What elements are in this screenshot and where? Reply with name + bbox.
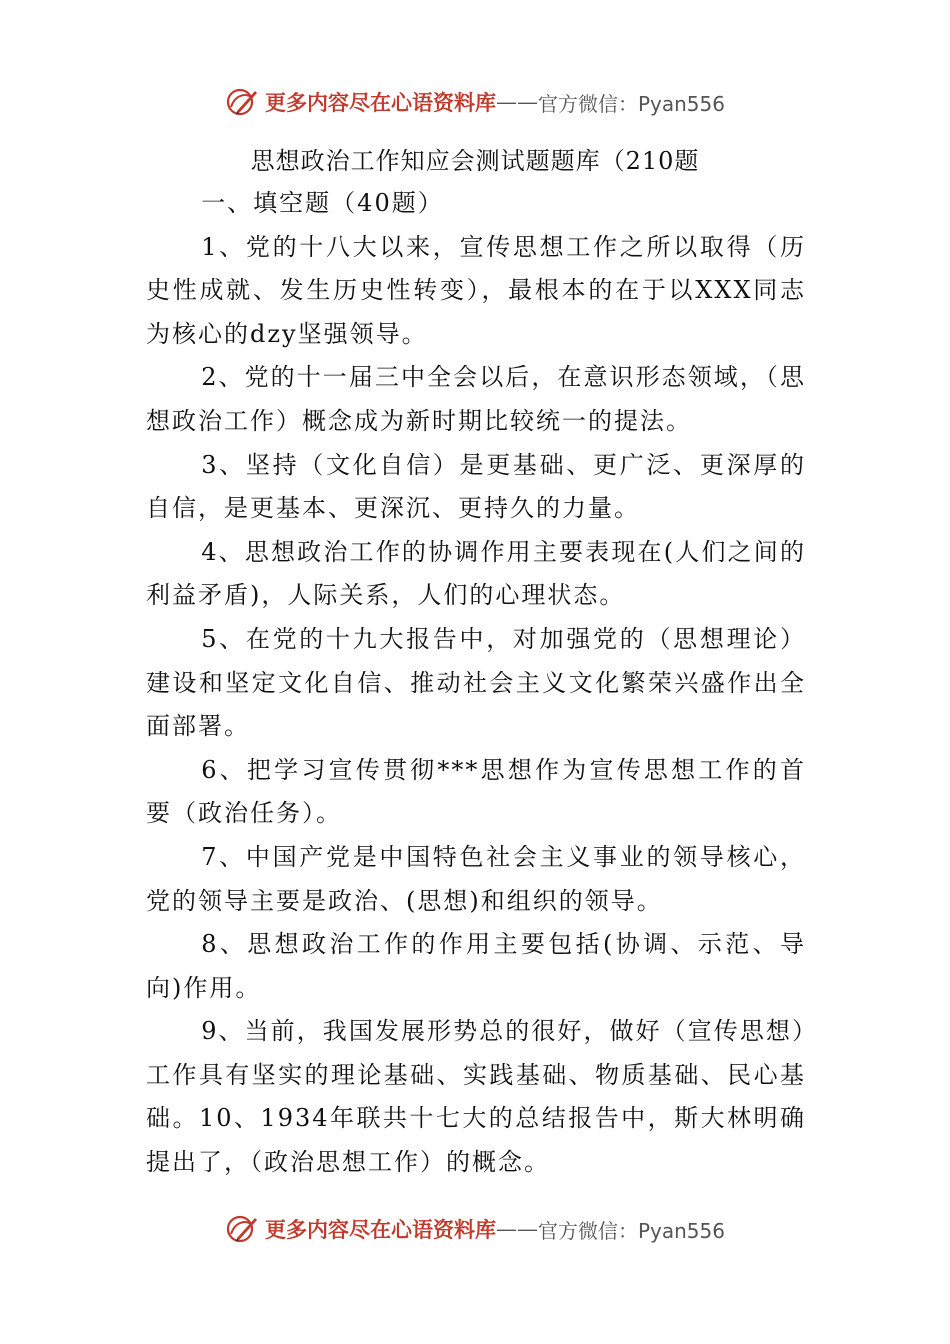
document-title: 思想政治工作知应会测试题题库（210题	[250, 147, 700, 175]
banner-contact: 官方微信：Pyan556	[537, 91, 725, 116]
document-body	[146, 182, 806, 1185]
question-paragraph: 9、当前，我国发展形势总的很好，做好（宣传思想）工作具有坚实的理论基础、实践基础、物质基础、民心基础。10、1934年联共十七大的总结报告中，斯大林明确提出了，（政治思想工作）的概念。	[146, 1017, 806, 1177]
question-paragraph: 4、思想政治工作的协调作用主要表现在(人们之间的利益矛盾)，人际关系，人们的心理状态。	[146, 537, 806, 610]
banner-contact: 官方微信：Pyan556	[537, 1218, 725, 1243]
question-paragraph: 6、把学习宣传贯彻***思想作为宣传思想工作的首要（政治任务）。	[146, 755, 806, 828]
question-paragraph: 1、党的十八大以来，宣传思想工作之所以取得（历史性成就、发生历史性转变），最根本的在于以XXX同志为核心的dzy坚强领导。	[146, 232, 806, 348]
pen-swirl-icon	[225, 1212, 259, 1246]
pen-swirl-icon	[225, 85, 259, 119]
footer-banner	[0, 1209, 950, 1249]
question-paragraph: 5、在党的十九大报告中，对加强党的（思想理论）建设和坚定文化自信、推动社会主义文化繁荣兴盛作出全面部署。	[146, 624, 806, 741]
banner-separator: ——	[495, 90, 538, 114]
section-heading: 一、填空题（40题）	[201, 189, 444, 217]
question-paragraph: 8、思想政治工作的作用主要包括(协调、示范、导向)作用。	[146, 930, 806, 1002]
question-paragraph: 3、坚持（文化自信）是更基础、更广泛、更深厚的自信，是更基本、更深沉、更持久的力量。	[146, 450, 806, 523]
question-paragraph: 7、中国产党是中国特色社会主义事业的领导核心，党的领导主要是政治、(思想)和组织的领导。	[146, 842, 806, 915]
banner-separator: ——	[495, 1217, 538, 1241]
header-banner	[0, 82, 950, 122]
banner-text: 更多内容尽在心语资料库	[264, 90, 496, 115]
banner-text: 更多内容尽在心语资料库	[264, 1217, 496, 1242]
question-paragraph: 2、党的十一届三中全会以后，在意识形态领域，（思想政治工作）概念成为新时期比较统一的提法。	[146, 363, 806, 435]
